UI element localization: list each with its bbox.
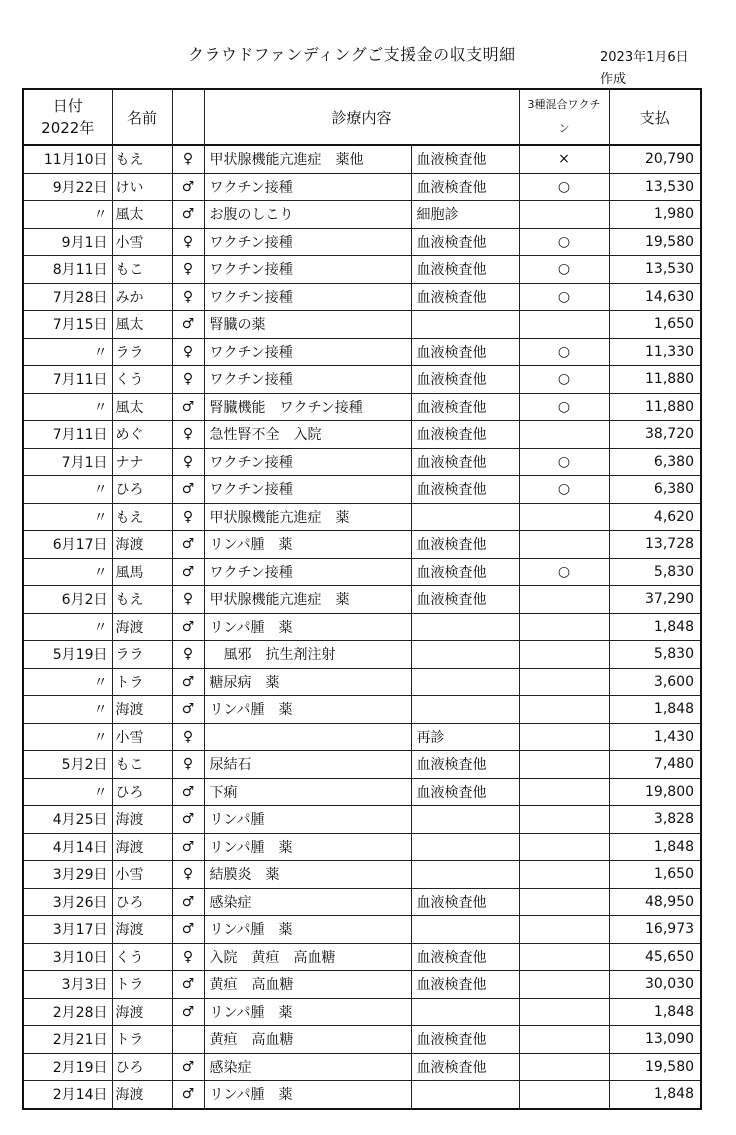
row-name: 風馬 (112, 558, 172, 586)
table-row (23, 503, 701, 531)
row-treatment: リンパ腫 薬 (204, 833, 411, 861)
table-row (23, 751, 701, 779)
row-payment: 1,650 (609, 861, 701, 889)
row-vaccine (519, 751, 609, 779)
row-treatment: 結膜炎 薬 (204, 861, 411, 889)
row-payment: 45,650 (609, 943, 701, 971)
row-treatment: ワクチン接種 (204, 228, 411, 256)
row-payment: 38,720 (609, 421, 701, 449)
row-vaccine (519, 971, 609, 999)
row-sex: ♂ (172, 531, 204, 559)
row-treatment: 風邪 抗生剤注射 (204, 641, 411, 669)
row-treatment: ワクチン接種 (204, 558, 411, 586)
row-sex: ♂ (172, 806, 204, 834)
row-sex: ♀ (172, 586, 204, 614)
row-name: もえ (112, 586, 172, 614)
row-name: もえ (112, 503, 172, 531)
row-sex: ♂ (172, 668, 204, 696)
document-made-label: 作成 (600, 72, 627, 87)
row-treatment: 急性腎不全 入院 (204, 421, 411, 449)
row-name: 海渡 (112, 1081, 172, 1109)
row-name: トラ (112, 668, 172, 696)
row-sex: ♀ (172, 943, 204, 971)
row-sex: ♂ (172, 971, 204, 999)
row-payment: 1,848 (609, 613, 701, 641)
row-test (411, 503, 519, 531)
row-name: 海渡 (112, 696, 172, 724)
row-name: 海渡 (112, 998, 172, 1026)
row-sex: ♂ (172, 833, 204, 861)
row-payment: 11,330 (609, 338, 701, 366)
table-row (23, 1026, 701, 1054)
table-row (23, 173, 701, 201)
table-row (23, 916, 701, 944)
table-row (23, 228, 701, 256)
row-treatment: リンパ腫 薬 (204, 696, 411, 724)
row-name: ひろ (112, 1053, 172, 1081)
row-sex: ♂ (172, 476, 204, 504)
row-date: 〃 (23, 613, 112, 641)
row-test: 血液検査他 (411, 228, 519, 256)
row-treatment (204, 723, 411, 751)
row-date: 9月1日 (23, 228, 112, 256)
row-name: トラ (112, 1026, 172, 1054)
row-treatment: ワクチン接種 (204, 476, 411, 504)
table-row (23, 586, 701, 614)
header-name: 名前 (112, 89, 172, 145)
header-date-line2: 2022年 (41, 119, 95, 137)
row-sex: ♂ (172, 998, 204, 1026)
row-payment: 19,580 (609, 228, 701, 256)
row-vaccine (519, 806, 609, 834)
row-date: 4月25日 (23, 806, 112, 834)
row-sex: ♀ (172, 421, 204, 449)
row-date: 7月11日 (23, 366, 112, 394)
header-payment: 支払 (609, 89, 701, 145)
row-test: 血液検査他 (411, 256, 519, 284)
row-date: 2月28日 (23, 998, 112, 1026)
table-row (23, 668, 701, 696)
row-name: もこ (112, 256, 172, 284)
row-date: 11月10日 (23, 145, 112, 173)
row-test (411, 613, 519, 641)
row-treatment: 糖尿病 薬 (204, 668, 411, 696)
row-test (411, 311, 519, 339)
row-vaccine: ○ (519, 173, 609, 201)
row-sex (172, 1026, 204, 1054)
row-name: ララ (112, 641, 172, 669)
table-row (23, 421, 701, 449)
row-vaccine: ○ (519, 558, 609, 586)
row-vaccine: ○ (519, 338, 609, 366)
row-payment: 4,620 (609, 503, 701, 531)
row-name: ひろ (112, 778, 172, 806)
row-treatment: 甲状腺機能亢進症 薬 (204, 586, 411, 614)
row-test: 血液検査他 (411, 888, 519, 916)
row-payment: 19,580 (609, 1053, 701, 1081)
row-date: 3月29日 (23, 861, 112, 889)
expense-table (22, 88, 702, 1110)
row-test (411, 916, 519, 944)
row-treatment: 下痢 (204, 778, 411, 806)
row-test: 血液検査他 (411, 751, 519, 779)
row-payment: 11,880 (609, 393, 701, 421)
row-test (411, 806, 519, 834)
row-name: けい (112, 173, 172, 201)
row-test: 血液検査他 (411, 448, 519, 476)
table-row (23, 998, 701, 1026)
row-treatment: リンパ腫 (204, 806, 411, 834)
row-test (411, 1081, 519, 1109)
row-date: 〃 (23, 201, 112, 229)
row-sex: ♂ (172, 613, 204, 641)
row-sex: ♂ (172, 888, 204, 916)
row-payment: 11,880 (609, 366, 701, 394)
header-sex (172, 89, 204, 145)
row-sex: ♂ (172, 173, 204, 201)
header-date-line1: 日付 (52, 97, 83, 115)
row-vaccine (519, 696, 609, 724)
row-date: 3月26日 (23, 888, 112, 916)
row-sex: ♂ (172, 558, 204, 586)
row-name: くう (112, 943, 172, 971)
row-test: 血液検査他 (411, 778, 519, 806)
row-sex: ♀ (172, 338, 204, 366)
row-date: 3月3日 (23, 971, 112, 999)
row-test: 血液検査他 (411, 558, 519, 586)
row-sex: ♀ (172, 228, 204, 256)
row-date: 6月2日 (23, 586, 112, 614)
table-row (23, 613, 701, 641)
row-vaccine: ○ (519, 228, 609, 256)
row-date: 2月19日 (23, 1053, 112, 1081)
row-sex: ♀ (172, 751, 204, 779)
row-test: 血液検査他 (411, 393, 519, 421)
row-treatment: 黄疸 高血糖 (204, 971, 411, 999)
table-body (23, 145, 701, 1109)
row-payment: 5,830 (609, 641, 701, 669)
row-treatment: 甲状腺機能亢進症 薬他 (204, 145, 411, 173)
row-payment: 30,030 (609, 971, 701, 999)
row-sex: ♂ (172, 1053, 204, 1081)
row-vaccine (519, 1053, 609, 1081)
row-sex: ♂ (172, 311, 204, 339)
table-row (23, 943, 701, 971)
row-vaccine (519, 586, 609, 614)
row-vaccine: ○ (519, 283, 609, 311)
row-test: 細胞診 (411, 201, 519, 229)
table-row (23, 1081, 701, 1109)
row-vaccine (519, 613, 609, 641)
row-payment: 37,290 (609, 586, 701, 614)
table-row (23, 723, 701, 751)
row-date: 9月22日 (23, 173, 112, 201)
table-row (23, 641, 701, 669)
row-date: 3月10日 (23, 943, 112, 971)
row-sex: ♀ (172, 366, 204, 394)
row-name: ひろ (112, 888, 172, 916)
document-title: クラウドファンディングご支援金の収支明細 (188, 45, 516, 64)
row-sex: ♂ (172, 916, 204, 944)
row-test: 血液検査他 (411, 283, 519, 311)
row-name: ひろ (112, 476, 172, 504)
row-name: みか (112, 283, 172, 311)
row-test: 血液検査他 (411, 173, 519, 201)
row-sex: ♀ (172, 641, 204, 669)
row-date: 5月19日 (23, 641, 112, 669)
table-row (23, 145, 701, 173)
row-payment: 20,790 (609, 145, 701, 173)
row-date: 7月28日 (23, 283, 112, 311)
row-payment: 1,848 (609, 1081, 701, 1109)
row-vaccine (519, 916, 609, 944)
row-vaccine (519, 778, 609, 806)
row-payment: 1,848 (609, 998, 701, 1026)
table-row (23, 531, 701, 559)
row-treatment: ワクチン接種 (204, 366, 411, 394)
row-vaccine: ○ (519, 393, 609, 421)
row-treatment: 感染症 (204, 888, 411, 916)
row-treatment: ワクチン接種 (204, 448, 411, 476)
row-test (411, 668, 519, 696)
row-name: 海渡 (112, 613, 172, 641)
row-payment: 19,800 (609, 778, 701, 806)
table-row (23, 338, 701, 366)
row-payment: 6,380 (609, 476, 701, 504)
row-treatment: リンパ腫 薬 (204, 531, 411, 559)
row-name: もこ (112, 751, 172, 779)
row-treatment: ワクチン接種 (204, 256, 411, 284)
row-name: ナナ (112, 448, 172, 476)
row-name: 小雪 (112, 861, 172, 889)
row-payment: 13,728 (609, 531, 701, 559)
row-date: 〃 (23, 338, 112, 366)
row-treatment: 感染症 (204, 1053, 411, 1081)
row-name: トラ (112, 971, 172, 999)
row-name: めぐ (112, 421, 172, 449)
row-test: 血液検査他 (411, 971, 519, 999)
table-row (23, 311, 701, 339)
row-name: くう (112, 366, 172, 394)
row-date: 8月11日 (23, 256, 112, 284)
row-date: 〃 (23, 668, 112, 696)
row-date: 〃 (23, 778, 112, 806)
table-row (23, 393, 701, 421)
table-row (23, 833, 701, 861)
row-sex: ♂ (172, 778, 204, 806)
row-vaccine (519, 641, 609, 669)
row-vaccine (519, 531, 609, 559)
row-vaccine: ○ (519, 256, 609, 284)
row-test: 再診 (411, 723, 519, 751)
row-name: 海渡 (112, 916, 172, 944)
table-row (23, 1053, 701, 1081)
row-sex: ♂ (172, 696, 204, 724)
row-sex: ♀ (172, 256, 204, 284)
table-row (23, 806, 701, 834)
row-vaccine (519, 723, 609, 751)
table-row (23, 283, 701, 311)
row-payment: 48,950 (609, 888, 701, 916)
row-treatment: 甲状腺機能亢進症 薬 (204, 503, 411, 531)
row-sex: ♀ (172, 145, 204, 173)
row-test: 血液検査他 (411, 531, 519, 559)
row-sex: ♀ (172, 283, 204, 311)
row-payment: 13,530 (609, 256, 701, 284)
row-payment: 5,830 (609, 558, 701, 586)
row-name: 風太 (112, 393, 172, 421)
table-row (23, 366, 701, 394)
row-date: 〃 (23, 558, 112, 586)
row-vaccine: ○ (519, 448, 609, 476)
row-name: 海渡 (112, 531, 172, 559)
row-name: ララ (112, 338, 172, 366)
row-payment: 1,430 (609, 723, 701, 751)
row-date: 5月2日 (23, 751, 112, 779)
row-name: 海渡 (112, 806, 172, 834)
row-treatment: 尿結石 (204, 751, 411, 779)
row-sex: ♀ (172, 723, 204, 751)
row-sex: ♀ (172, 861, 204, 889)
row-payment: 14,630 (609, 283, 701, 311)
row-name: 小雪 (112, 723, 172, 751)
row-treatment: 入院 黄疸 高血糖 (204, 943, 411, 971)
row-payment: 16,973 (609, 916, 701, 944)
table-row (23, 448, 701, 476)
row-payment: 3,828 (609, 806, 701, 834)
row-sex: ♂ (172, 1081, 204, 1109)
row-vaccine (519, 421, 609, 449)
row-date: 2月14日 (23, 1081, 112, 1109)
header-vaccine: 3種混合ワクチン (519, 89, 609, 145)
table-row (23, 778, 701, 806)
row-treatment: リンパ腫 薬 (204, 916, 411, 944)
row-test (411, 696, 519, 724)
table-row (23, 696, 701, 724)
row-name: 海渡 (112, 833, 172, 861)
row-test: 血液検査他 (411, 421, 519, 449)
row-sex: ♀ (172, 448, 204, 476)
row-date: 2月21日 (23, 1026, 112, 1054)
row-test: 血液検査他 (411, 1053, 519, 1081)
row-vaccine (519, 888, 609, 916)
header-treatment: 診療内容 (204, 89, 519, 145)
table-row (23, 971, 701, 999)
row-treatment: ワクチン接種 (204, 173, 411, 201)
row-date: 7月11日 (23, 421, 112, 449)
table-row (23, 861, 701, 889)
row-test: 血液検査他 (411, 145, 519, 173)
row-treatment: リンパ腫 薬 (204, 998, 411, 1026)
row-treatment: リンパ腫 薬 (204, 613, 411, 641)
row-test (411, 833, 519, 861)
row-treatment: 腎臓の薬 (204, 311, 411, 339)
table-row (23, 558, 701, 586)
row-payment: 1,848 (609, 696, 701, 724)
row-name: 風太 (112, 201, 172, 229)
header-date (23, 89, 112, 145)
row-test: 血液検査他 (411, 338, 519, 366)
table-header (23, 89, 701, 145)
row-vaccine (519, 668, 609, 696)
row-payment: 13,530 (609, 173, 701, 201)
document-date: 2023年1月6日 (600, 50, 689, 65)
table-row (23, 888, 701, 916)
row-vaccine: ○ (519, 476, 609, 504)
row-name: もえ (112, 145, 172, 173)
row-payment: 13,090 (609, 1026, 701, 1054)
row-vaccine (519, 861, 609, 889)
row-date: 7月1日 (23, 448, 112, 476)
row-name: 小雪 (112, 228, 172, 256)
row-vaccine (519, 998, 609, 1026)
row-vaccine (519, 833, 609, 861)
row-date: 4月14日 (23, 833, 112, 861)
row-date: 7月15日 (23, 311, 112, 339)
row-treatment: 腎臓機能 ワクチン接種 (204, 393, 411, 421)
row-date: 〃 (23, 393, 112, 421)
row-treatment: お腹のしこり (204, 201, 411, 229)
row-vaccine (519, 311, 609, 339)
row-name: 風太 (112, 311, 172, 339)
row-vaccine: × (519, 145, 609, 173)
row-payment: 7,480 (609, 751, 701, 779)
row-date: 6月17日 (23, 531, 112, 559)
row-date: 〃 (23, 476, 112, 504)
table-row (23, 201, 701, 229)
row-payment: 1,848 (609, 833, 701, 861)
row-test: 血液検査他 (411, 943, 519, 971)
row-test: 血液検査他 (411, 476, 519, 504)
row-payment: 6,380 (609, 448, 701, 476)
row-vaccine (519, 1026, 609, 1054)
row-test: 血液検査他 (411, 366, 519, 394)
row-date: 〃 (23, 723, 112, 751)
row-vaccine: ○ (519, 366, 609, 394)
row-vaccine (519, 201, 609, 229)
row-test: 血液検査他 (411, 1026, 519, 1054)
row-payment: 3,600 (609, 668, 701, 696)
row-treatment: ワクチン接種 (204, 338, 411, 366)
row-treatment: 黄疸 高血糖 (204, 1026, 411, 1054)
table-row (23, 256, 701, 284)
row-vaccine (519, 1081, 609, 1109)
row-payment: 1,650 (609, 311, 701, 339)
row-date: 〃 (23, 503, 112, 531)
table-row (23, 476, 701, 504)
row-sex: ♂ (172, 201, 204, 229)
row-sex: ♂ (172, 393, 204, 421)
row-test (411, 998, 519, 1026)
row-treatment: リンパ腫 薬 (204, 1081, 411, 1109)
row-test (411, 861, 519, 889)
row-vaccine (519, 503, 609, 531)
row-payment: 1,980 (609, 201, 701, 229)
row-vaccine (519, 943, 609, 971)
row-sex: ♀ (172, 503, 204, 531)
row-treatment: ワクチン接種 (204, 283, 411, 311)
row-test: 血液検査他 (411, 586, 519, 614)
row-date: 〃 (23, 696, 112, 724)
row-date: 3月17日 (23, 916, 112, 944)
row-test (411, 641, 519, 669)
